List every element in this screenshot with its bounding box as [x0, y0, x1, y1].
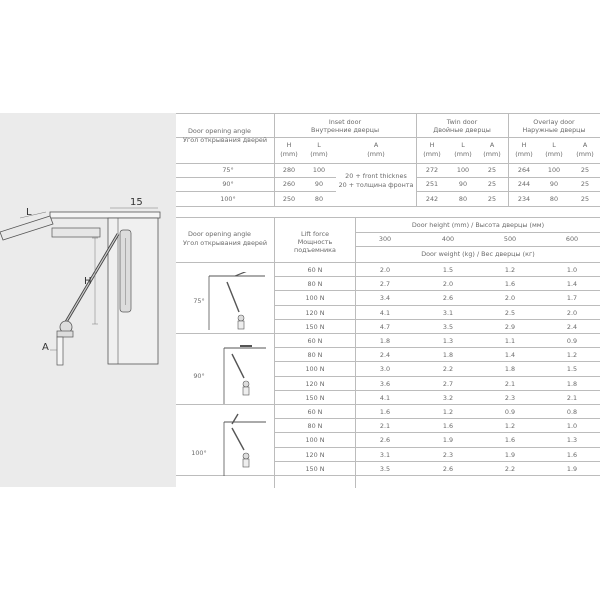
door-weight-cell: 2.4 — [379, 351, 391, 360]
cell: 80 — [314, 195, 324, 203]
door-weight-cell: 2.6 — [442, 294, 454, 303]
row-angle: 75° — [222, 166, 234, 174]
cell: 25 — [580, 180, 590, 188]
lift-force-cell: 80 N — [307, 351, 323, 360]
row-divider — [274, 276, 600, 277]
door-weight-cell: 2.4 — [566, 322, 578, 331]
mini-diagram-100 — [210, 412, 266, 476]
door-weight-cell: 0.8 — [566, 408, 578, 416]
door-weight-cell: 3.2 — [442, 393, 454, 402]
group-inset-ru: Внутренние дверцы — [310, 126, 380, 134]
cell: 80 — [549, 195, 559, 203]
door-weight-cell: 1.6 — [566, 450, 578, 459]
door-weight-cell: 1.1 — [504, 337, 516, 345]
cell: 250 — [282, 195, 296, 203]
cell: 264 — [517, 166, 531, 174]
row-divider — [274, 319, 600, 320]
door-weight-cell: 2.3 — [442, 450, 454, 459]
row-divider — [274, 347, 600, 348]
height-500: 500 — [503, 235, 517, 243]
inset-a-note-en: 20 + front thicknes — [345, 172, 407, 180]
subheader-a: A — [373, 141, 379, 149]
lift-force-cell: 100 N — [305, 436, 325, 445]
door-weight-cell: 2.0 — [566, 308, 578, 317]
subheader-unit: (mm) — [483, 150, 501, 158]
inset-a-note-ru: 20 + толщина фронта — [338, 181, 414, 189]
door-weight-cell: 2.0 — [379, 266, 391, 274]
lift-force-cell: 150 N — [305, 464, 325, 473]
door-weight-cell: 0.9 — [566, 337, 578, 345]
row-divider — [274, 376, 600, 377]
row-divider — [274, 390, 600, 391]
cell: 244 — [517, 180, 531, 188]
door-weight-cell: 2.2 — [504, 464, 516, 473]
door-weight-cell: 2.1 — [379, 422, 391, 431]
cell: 272 — [425, 166, 439, 174]
diagram-label-15: 15 — [130, 197, 143, 208]
door-weight-cell: 1.8 — [379, 337, 391, 345]
door-weight-cell: 1.9 — [442, 436, 454, 445]
lift-force-ru2: подъемника — [294, 246, 336, 254]
lift-force-cell: 120 N — [305, 450, 325, 459]
cell: 25 — [487, 180, 497, 188]
row-divider — [274, 305, 600, 306]
subheader-a: A — [489, 141, 495, 149]
subheader-unit: (mm) — [515, 150, 533, 158]
cell: 90 — [549, 180, 559, 188]
cell: 90 — [314, 180, 324, 188]
door-weight-cell: 3.1 — [442, 308, 454, 317]
door-weight-cell: 3.5 — [379, 464, 391, 473]
cell: 25 — [580, 166, 590, 174]
door-weight-cell: 2.9 — [504, 322, 516, 331]
door-weight-cell: 2.1 — [504, 379, 516, 388]
door-weight-cell: 1.8 — [566, 379, 578, 388]
lift-force-cell: 100 N — [305, 294, 325, 303]
door-weight-cell: 1.5 — [566, 365, 578, 374]
block-angle: 100° — [191, 449, 207, 457]
cell: 234 — [517, 195, 531, 203]
door-weight-cell: 1.4 — [504, 351, 516, 360]
block-angle: 75° — [193, 297, 205, 305]
lift-force-cell: 60 N — [307, 408, 323, 416]
subheader-unit: (mm) — [454, 150, 472, 158]
subheader-unit: (mm) — [310, 150, 328, 158]
door-weight-cell: 1.6 — [504, 280, 516, 289]
lift-force-cell: 60 N — [307, 266, 323, 274]
door-weight-cell: 1.2 — [504, 266, 516, 274]
door-weight-cell: 3.4 — [379, 294, 391, 303]
door-weight-cell: 3.6 — [379, 379, 391, 388]
cell: 242 — [425, 195, 439, 203]
mini-diagram-75 — [205, 272, 267, 330]
door-height-header: Door height (mm) / Высота дверцы (мм) — [411, 221, 545, 229]
table1-corner-ru: Угол открывания дверей — [183, 136, 268, 144]
door-weight-cell: 1.2 — [566, 351, 578, 360]
door-weight-cell: 4.1 — [379, 393, 391, 402]
lift-force-cell: 80 N — [307, 280, 323, 289]
door-weight-cell: 1.3 — [566, 436, 578, 445]
door-weight-cell: 2.0 — [442, 280, 454, 289]
lift-force-cell: 100 N — [305, 365, 325, 374]
subheader-unit: (mm) — [367, 150, 385, 158]
door-weight-cell: 1.6 — [442, 422, 454, 431]
door-weight-cell: 2.7 — [442, 379, 454, 388]
subheader-unit: (mm) — [576, 150, 594, 158]
door-weight-cell: 2.7 — [379, 280, 391, 289]
door-weight-cell: 3.5 — [442, 322, 454, 331]
group-twin-en: Twin door — [446, 118, 478, 126]
door-weight-cell: 1.6 — [504, 436, 516, 445]
cell: 260 — [282, 180, 296, 188]
cell: 100 — [312, 166, 326, 174]
subheader-l: L — [552, 141, 556, 149]
door-weight-cell: 1.6 — [379, 408, 391, 416]
diagram-label-a: A — [42, 342, 49, 353]
subheader-l: L — [317, 141, 321, 149]
group-overlay-ru: Наружные дверцы — [522, 126, 586, 134]
row-divider — [176, 333, 600, 334]
door-weight-cell: 2.0 — [504, 294, 516, 303]
door-weight-cell: 1.9 — [504, 450, 516, 459]
row-divider — [274, 461, 600, 462]
door-weight-cell: 3.0 — [379, 365, 391, 374]
row-divider — [176, 404, 600, 405]
door-weight-cell: 4.1 — [379, 308, 391, 317]
subheader-a: A — [582, 141, 588, 149]
table2-corner-ru: Угол открывания дверей — [183, 239, 268, 247]
door-weight-cell: 1.4 — [566, 280, 578, 289]
subheader-h: H — [429, 141, 435, 149]
door-weight-cell: 2.2 — [442, 365, 454, 374]
door-weight-cell: 4.7 — [379, 322, 391, 331]
cell: 25 — [487, 166, 497, 174]
group-overlay-en: Overlay door — [533, 118, 575, 126]
row-divider — [274, 418, 600, 419]
door-weight-cell: 1.8 — [442, 351, 454, 360]
lift-force-cell: 80 N — [307, 422, 323, 431]
door-weight-cell: 0.9 — [504, 408, 516, 416]
height-300: 300 — [378, 235, 392, 243]
lift-mounting-diagram — [0, 190, 176, 380]
cell: 25 — [580, 195, 590, 203]
block-angle: 90° — [193, 372, 205, 380]
table1-corner-en: Door opening angle — [188, 127, 251, 135]
lift-force-ru1: Мощность — [297, 238, 333, 246]
cell: 80 — [458, 195, 468, 203]
cell: 100 — [547, 166, 561, 174]
door-weight-cell: 1.2 — [504, 422, 516, 431]
door-weight-cell: 1.2 — [442, 408, 454, 416]
door-weight-cell: 3.1 — [379, 450, 391, 459]
diagram-label-h: H — [84, 276, 92, 287]
row-angle: 90° — [222, 180, 234, 188]
lift-force-cell: 150 N — [305, 393, 325, 402]
door-weight-cell: 1.9 — [566, 464, 578, 473]
cell: 280 — [282, 166, 296, 174]
group-inset-en: Inset door — [328, 118, 362, 126]
cell: 251 — [425, 180, 439, 188]
door-weight-cell: 2.3 — [504, 393, 516, 402]
row-angle: 100° — [220, 195, 236, 203]
height-600: 600 — [565, 235, 579, 243]
lift-force-en: Lift force — [300, 230, 330, 238]
door-weight-cell: 2.1 — [566, 393, 578, 402]
door-weight-cell: 2.6 — [442, 464, 454, 473]
subheader-unit: (mm) — [280, 150, 298, 158]
diagram-label-l: L — [26, 207, 32, 218]
cell: 100 — [456, 166, 470, 174]
cell: 90 — [458, 180, 468, 188]
door-weight-cell: 1.7 — [566, 294, 578, 303]
subheader-h: H — [286, 141, 292, 149]
door-weight-header: Door weight (kg) / Вес дверцы (кг) — [421, 250, 535, 258]
door-weight-cell: 1.8 — [504, 365, 516, 374]
door-weight-cell: 1.0 — [566, 422, 578, 431]
row-divider — [274, 432, 600, 433]
door-weight-cell: 2.6 — [379, 436, 391, 445]
height-400: 400 — [441, 235, 455, 243]
group-twin-ru: Двойные дверцы — [433, 126, 491, 134]
mini-diagram-90 — [222, 344, 266, 404]
subheader-unit: (mm) — [423, 150, 441, 158]
door-weight-cell: 1.0 — [566, 266, 578, 274]
row-divider — [274, 290, 600, 291]
table2-corner-en: Door opening angle — [188, 230, 251, 238]
subheader-h: H — [521, 141, 527, 149]
door-weight-cell: 2.5 — [504, 308, 516, 317]
lift-force-cell: 150 N — [305, 322, 325, 331]
door-weight-cell: 1.5 — [442, 266, 454, 274]
cell: 25 — [487, 195, 497, 203]
lift-force-cell: 120 N — [305, 308, 325, 317]
lift-force-cell: 120 N — [305, 379, 325, 388]
door-weight-cell: 1.3 — [442, 337, 454, 345]
row-divider — [274, 447, 600, 448]
lift-force-cell: 60 N — [307, 337, 323, 345]
row-divider — [274, 361, 600, 362]
subheader-unit: (mm) — [545, 150, 563, 158]
subheader-l: L — [461, 141, 465, 149]
